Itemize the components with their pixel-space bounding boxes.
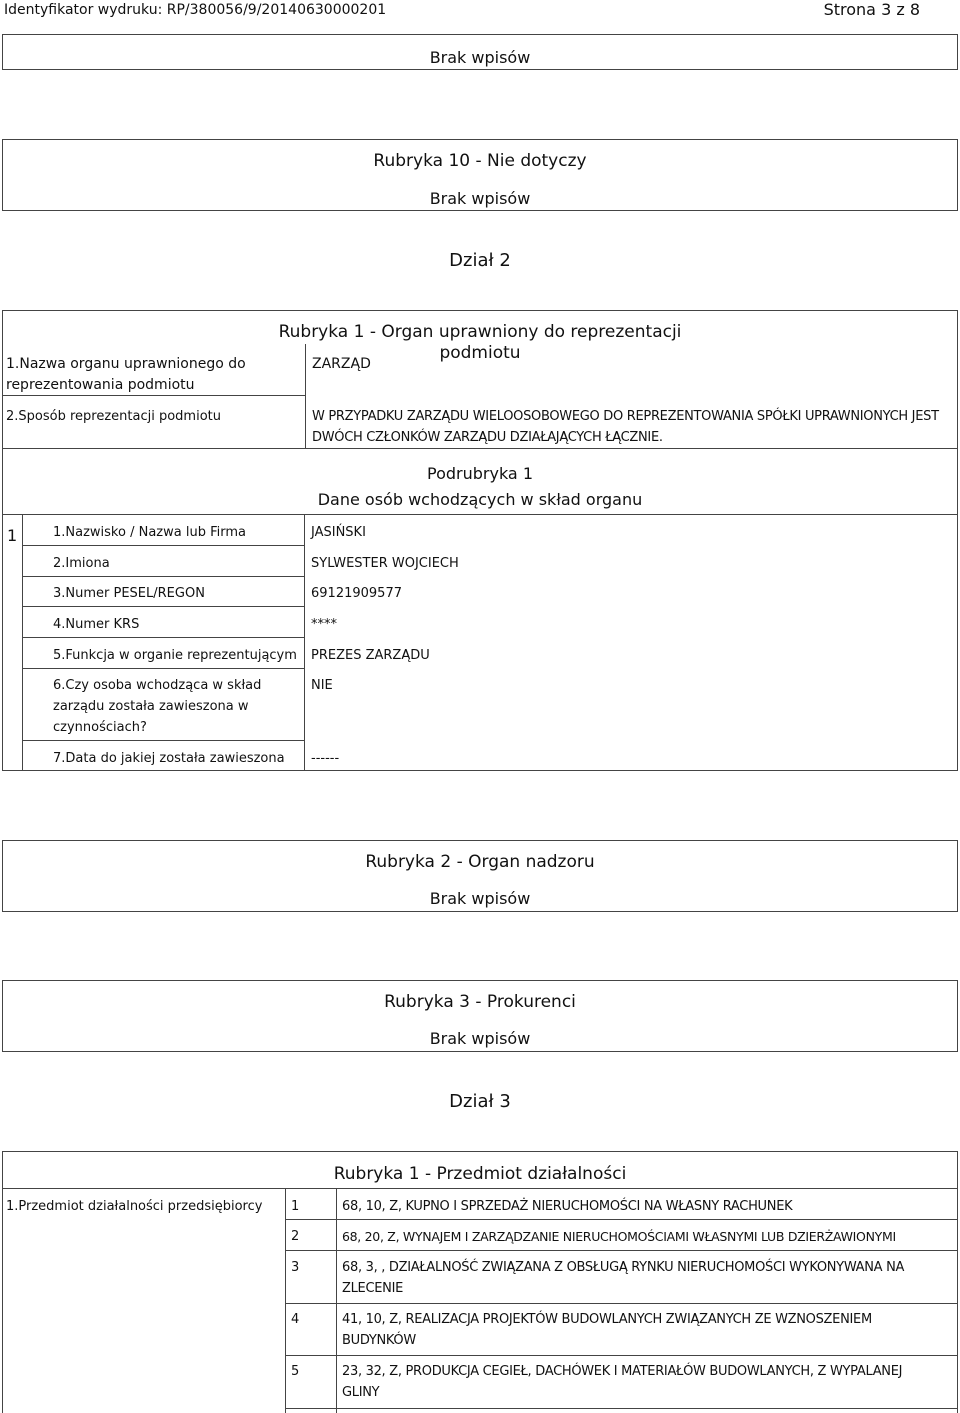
field-suspension-date-value: ------ [311,751,340,766]
person-index: 1 [7,526,18,545]
rubryka3-title: Rubryka 3 - Prokurenci [384,992,576,1012]
representation-value: W PRZYPADKU ZARZĄDU WIELOOSOBOWEGO DO REPREZENTOWANIA SPÓŁKI UPRAWNIONYCH JEST DWÓCH CZŁONKÓW ZARZĄDU DZIAŁAJĄCYCH ŁĄCZNIE. [312,409,939,445]
activity-text-5: 23, 32, Z, PRODUKCJA CEGIEŁ, DACHÓWEK I MATERIAŁÓW BUDOWLANYCH, Z WYPALANEJ GLINY [342,1364,903,1400]
field-names-label: 2.Imiona [53,556,110,571]
rubryka10-no-entries: Brak wpisów [429,189,531,208]
activity-label: 1.Przedmiot działalności przedsiębiorcy [6,1199,263,1214]
field-krs-value: **** [311,617,337,632]
field-suspension-date-label: 7.Data do jakiej została zawieszona [53,751,285,766]
page-number: Strona 3 z 8 [823,0,920,19]
rubryka1-organ-title: Rubryka 1 - Organ uprawniony do reprezentacji podmiotu [278,322,682,363]
field-suspended-label: 6.Czy osoba wchodząca w skład zarządu została zawieszona w czynnościach? [53,678,262,735]
activity-num-2: 2 [291,1229,300,1244]
activity-text-3: 68, 3, , DZIAŁALNOŚĆ ZWIĄZANA Z OBSŁUGĄ RYNKU NIERUCHOMOŚCI WYKONYWANA NA ZLECENIE [342,1260,905,1296]
activity-text-2: 68, 20, Z, WYNAJEM I ZARZĄDZANIE NIERUCHOMOŚCIAMI WŁASNYMI LUB DZIERŻAWIONYMI [342,1229,896,1244]
field-suspended-value: NIE [311,678,333,693]
representation-label: 2.Sposób reprezentacji podmiotu [6,409,221,424]
dzial3-rubryka1-title: Rubryka 1 - Przedmiot działalności [333,1164,627,1184]
field-surname-value: JASIŃSKI [311,525,366,540]
field-function-value: PREZES ZARZĄDU [311,648,430,663]
activity-num-5: 5 [291,1364,300,1379]
rubryka2-no-entries: Brak wpisów [429,889,531,908]
activity-text-4: 41, 10, Z, REALIZACJA PROJEKTÓW BUDOWLANYCH ZWIĄZANYCH ZE WZNOSZENIEM BUDYNKÓW [342,1312,872,1348]
dzial3-title: Dział 3 [449,1091,511,1112]
rubryka10-title: Rubryka 10 - Nie dotyczy [373,151,587,171]
podrubryka-title: Podrubryka 1 [427,464,533,483]
rubryka3-no-entries: Brak wpisów [429,1029,531,1048]
dzial2-title: Dział 2 [449,250,511,271]
rubryka2-title: Rubryka 2 - Organ nadzoru [365,852,595,872]
activity-num-1: 1 [291,1199,300,1214]
field-pesel-value: 69121909577 [311,586,402,601]
field-pesel-label: 3.Numer PESEL/REGON [53,586,205,601]
field-names-value: SYLWESTER WOJCIECH [311,556,459,571]
activity-text-1: 68, 10, Z, KUPNO I SPRZEDAŻ NIERUCHOMOŚCI NA WŁASNY RACHUNEK [342,1199,793,1214]
organ-name-value: ZARZĄD [312,356,371,372]
print-identifier: Identyfikator wydruku: RP/380056/9/20140630000201 [4,2,387,18]
organ-name-label: 1.Nazwa organu uprawnionego do reprezentowania podmiotu [6,356,246,393]
no-entries-top: Brak wpisów [429,48,531,67]
activity-num-3: 3 [291,1260,300,1275]
field-function-label: 5.Funkcja w organie reprezentującym [53,648,297,663]
activity-num-4: 4 [291,1312,300,1327]
field-surname-label: 1.Nazwisko / Nazwa lub Firma [53,525,246,540]
field-krs-label: 4.Numer KRS [53,617,140,632]
podrubryka-subtitle: Dane osób wchodzących w skład organu [317,490,643,509]
